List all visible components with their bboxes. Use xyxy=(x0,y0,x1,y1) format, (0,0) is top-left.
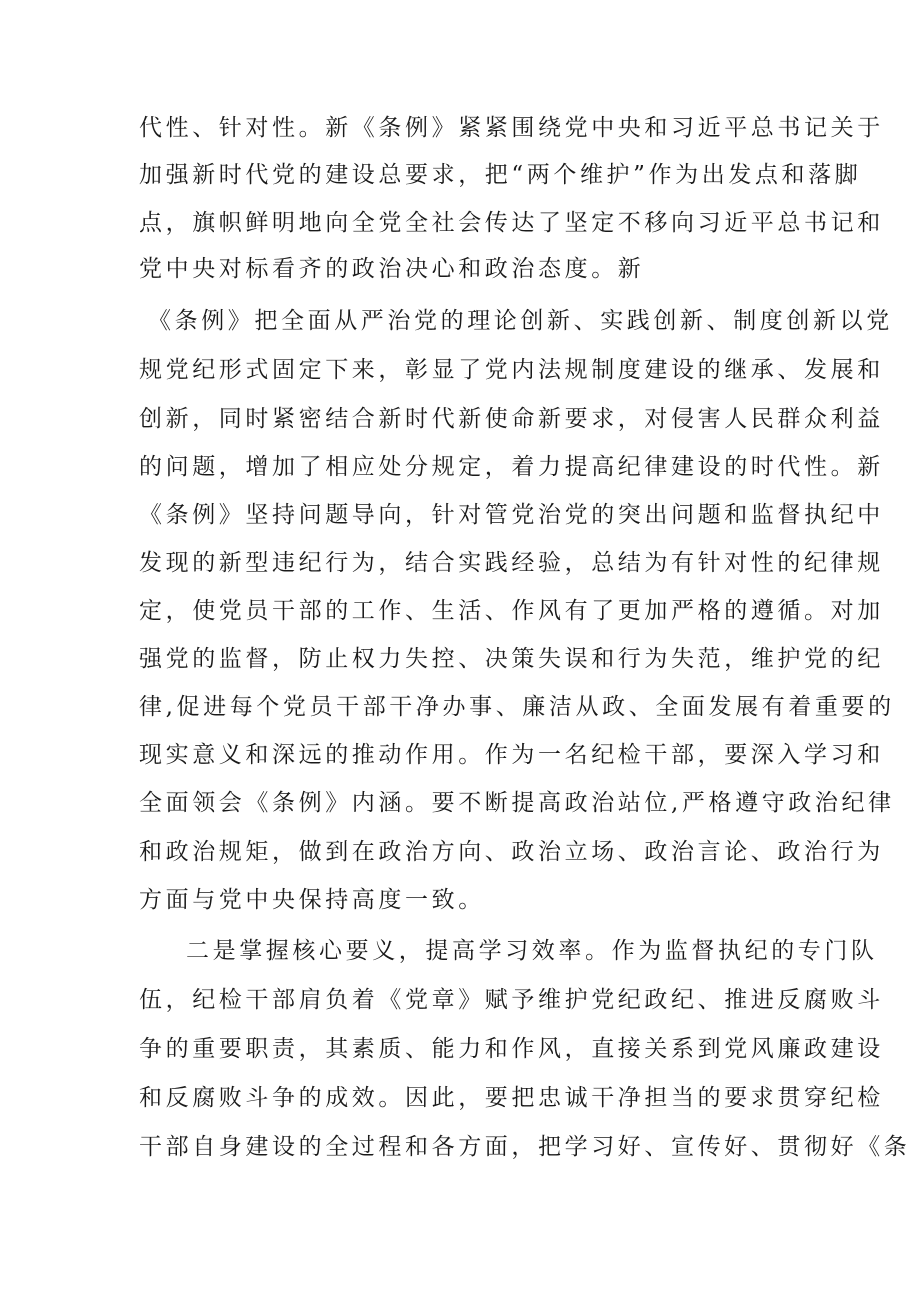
text-line: 党中央对标看齐的政治决心和政治态度。新 xyxy=(139,256,645,282)
text-line: 加强新时代党的建设总要求，把“两个维护”作为出发点和落脚 xyxy=(139,162,862,188)
text-line: 点，旗帜鲜明地向全党全社会传达了坚定不移向习近平总书记和 xyxy=(139,210,884,236)
text-line: 现实意义和深远的推动作用。作为一名纪检干部，要深入学习和 xyxy=(139,742,884,768)
text-line: 规党纪形式固定下来，彰显了党内法规制度建设的继承、发展和 xyxy=(139,357,884,383)
text-line: 代性、针对性。新《条例》紧紧围绕党中央和习近平总书记关于 xyxy=(139,115,884,141)
paragraph-first-line: 二是掌握核心要义，提高学习效率。作为监督执纪的专门队 xyxy=(186,938,878,964)
text-line: 干部自身建设的全过程和各方面，把学习好、宣传好、贯彻好《条 xyxy=(139,1134,911,1160)
text-line: 全面领会《条例》内涵。要不断提高政治站位,严格遵守政治纪律 xyxy=(139,790,895,816)
text-line: 争的重要职责，其素质、能力和作风，直接关系到党风廉政建设 xyxy=(139,1036,884,1062)
text-line: 伍，纪检干部肩负着《党章》赋予维护党纪政纪、推进反腐败斗 xyxy=(139,987,884,1013)
text-line: 创新，同时紧密结合新时代新使命新要求，对侵害人民群众利益 xyxy=(139,406,884,432)
text-line: 发现的新型违纪行为，结合实践经验，总结为有针对性的纪律规 xyxy=(139,550,884,576)
text-line: 的问题，增加了相应处分规定，着力提高纪律建设的时代性。新 xyxy=(139,454,884,480)
text-line: 和政治规矩，做到在政治方向、政治立场、政治言论、政治行为 xyxy=(139,839,884,865)
text-line: 《条例》把全面从严治党的理论创新、实践创新、制度创新以党 xyxy=(148,308,893,334)
text-line: 强党的监督，防止权力失控、决策失误和行为失范，维护党的纪 xyxy=(139,646,884,672)
text-line: 《条例》坚持问题导向，针对管党治党的突出问题和监督执纪中 xyxy=(139,502,884,528)
text-line: 和反腐败斗争的成效。因此，要把忠诚干净担当的要求贯穿纪检 xyxy=(139,1085,884,1111)
text-line: 定，使党员干部的工作、生活、作风有了更加严格的遵循。对加 xyxy=(139,598,884,624)
text-line: 律,促进每个党员干部干净办事、廉洁从政、全面发展有着重要的 xyxy=(139,694,895,720)
text-line: 方面与党中央保持高度一致。 xyxy=(139,887,485,913)
